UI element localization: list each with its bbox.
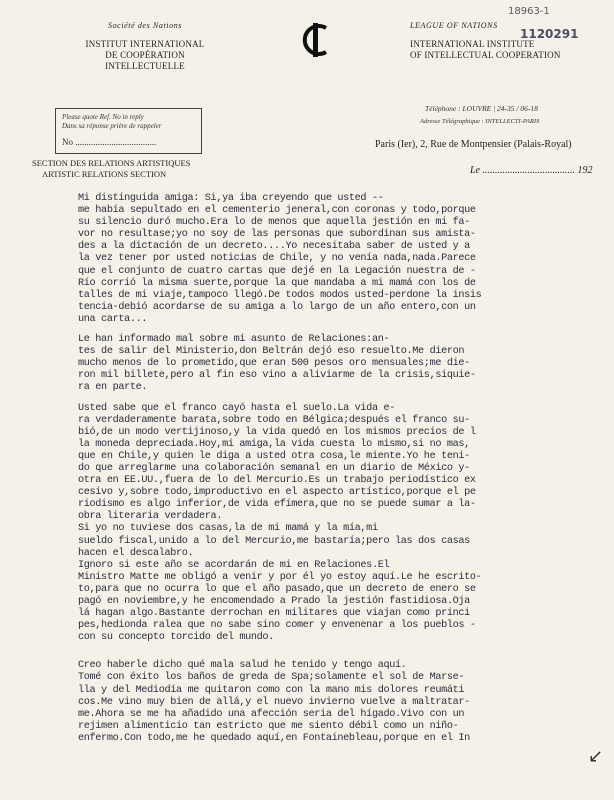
letter-line: Río corrió la misma suerte,porque la que mandaba a mi mamá con los de: [78, 277, 476, 289]
letter-line: Usted sabe que el franco cayó hasta el suelo.La vida e-: [78, 402, 395, 414]
letter-line: pagó en noviembre,y he encomendado a Prado la jestión fastidiosa.Oja: [78, 596, 470, 607]
reference-stamp: 18963-1: [508, 6, 550, 17]
header-right: [410, 20, 580, 61]
paragraph-gap: [78, 326, 578, 334]
letter-line: cesivo y,sobre todo,improductivo en el aspecto artístico,porque el pe: [78, 487, 476, 499]
letter-line: que el conjunto de cuatro cartas que dejé en la Legación nuestra de -: [78, 265, 476, 277]
section-english: ARTISTIC RELATIONS SECTION: [42, 169, 167, 179]
letter-line: me.Ahora se me ha añadido una afección seria del hígado.Vivo con un: [78, 708, 465, 720]
section-french: SECTION DES RELATIONS ARTISTIQUES: [32, 158, 191, 168]
org-name-french: Société des Nations: [107, 21, 183, 30]
header-left: [70, 20, 220, 72]
letter-line: cos.Me vino muy bien de allá,y el nuevo invierno vuelve a maltratar-: [78, 696, 470, 708]
letter-line: tencia-debió acordarse de su amiga a lo largo de un año entero,con un: [78, 301, 476, 313]
reference-box: [55, 108, 202, 154]
ici-logo: [296, 22, 336, 58]
letter-line: su silencio duró mucho.Era lo de menos que aquella jestión en mi fa-: [78, 217, 470, 229]
letter-line: tes de salir del Ministerio,don Beltrán dejó eso resuelto.Me dieron: [78, 346, 465, 358]
letter-line: riodismo es algo inferior,de vida efímera,que no se puede sumar a la-: [78, 499, 476, 511]
letter-line: mucho menos de lo prometido,que eran 500 pesos oro mensuales;me die-: [78, 358, 470, 370]
letter-line: una carta...: [78, 313, 148, 325]
margin-mark: ↙: [588, 746, 604, 766]
letter-line: Creo haberle dicho qué mala salud he tenido y tengo aquí.: [78, 660, 407, 672]
letter-line: obra literaria verdadera.: [78, 511, 223, 523]
letter-line: ra verdaderamente barata,sobre todo en Bélgica;después el franco su-: [78, 414, 470, 426]
institute-name-french-2: DE COOPÉRATION INTELLECTUELLE: [105, 50, 185, 71]
institute-name-english-1: INTERNATIONAL INSTITUTE: [410, 39, 535, 49]
ref-box-line-1: Please quote Ref. No in reply: [62, 113, 144, 121]
letter-line: ra en parte.: [78, 382, 148, 394]
letter-line: otra en EE.UU.,fuera de lo del Mercurio.Es un trabajo periodístico ex: [78, 475, 476, 487]
letter-line: vor no resultase;yo no soy de las personas que subordinan sus amista-: [78, 229, 476, 241]
letter-line: to,para que no ocurra lo que el año pasado,que un decreto de enero se: [78, 583, 476, 595]
letter-line: rejimen alimenticio tan estricto que me siento débil como un niño-: [78, 720, 459, 732]
letter-line: la moneda depreciada.Hoy,mi amiga,la vida cuesta lo mismo,si no mas,: [78, 438, 470, 450]
letter-line: ron mil billete,pero al fin eso vino a aliviarme de la crisis,siquie-: [78, 370, 476, 382]
letter-line: sueldo fiscal,unido a lo del Mercurio,me bastaría;pero las dos casas: [78, 535, 470, 547]
letter-body: [78, 193, 578, 745]
letter-line: hacen el descalabro.: [78, 547, 194, 559]
address-line: Paris (Ier), 2, Rue de Montpensier (Palais-Royal): [375, 139, 572, 150]
letter-line: me había sepultado en el cementerio jeneral,con coronas y todo,porque: [78, 205, 476, 217]
date-line: Le ..................................... 192: [470, 165, 593, 176]
letter-line: Ministro Matte me obligó a venir y por él yo estoy aquí.Le he escrito-: [78, 571, 482, 583]
telegraph-line: Adresse Télégraphique : INTELLECTI-PARIS: [420, 118, 540, 125]
letter-line: enfermo.Con todo,me he quedado aquí,en Fontainebleau,porque en el In: [78, 732, 470, 744]
letter-line: Ignoro si este año se acordarán de mi en Relaciones.El: [78, 559, 390, 571]
archive-number-stamp: 1120291: [520, 27, 579, 41]
letter-line: con su concepto torcido del mundo.: [78, 632, 274, 644]
section-heading: [32, 158, 190, 180]
letter-line: que en Chile,y quien le diga a usted otra cosa,le miente.Yo he teni-: [78, 450, 470, 462]
letter-line: des a la dictación de un decreto....Yo necesitaba saber de usted y a: [78, 241, 470, 253]
letter-line: pes,hedionda ralea que no sabe sino comer y envenenar a los pueblos -: [78, 620, 476, 632]
paragraph-gap: [78, 395, 578, 403]
ref-box-line-2: Dans sa réponse prière de rappeler: [62, 122, 162, 130]
letter-line: Le han informado mal sobre mi asunto de Relaciones:an-: [78, 334, 390, 346]
letter-line: talles de mi viaje,tampoco llegó.De todos modos usted-perdone la insis: [78, 289, 482, 301]
telephone-line: Téléphone : LOUVRE | 24-35 / 06-18: [425, 104, 538, 113]
letter-line: Tomé con éxito los baños de greda de Spa;solamente el sol de Marse-: [78, 672, 465, 684]
letter-line: bió,de un modo vertijinoso,y la vida quedó en los mismos precios de l: [78, 426, 476, 438]
ref-box-number-line: No ....................................: [62, 137, 157, 147]
paragraph-gap: [78, 644, 578, 652]
letter-line: la vez tener por usted noticias de Chile, y no venía nada,nada.Parece: [78, 253, 476, 265]
institute-name-english-2: OF INTELLECTUAL COOPERATION: [410, 50, 561, 60]
letter-line: Mi distinguida amiga: Si,ya iba creyendo que usted --: [78, 193, 384, 204]
letter-line: lla y del Mediodía me quitaron como con la mano mis dolores reumáti: [78, 684, 465, 696]
letter-line: lá hagan algo.Bastante derrochan en militares que viajan como princi: [78, 608, 470, 620]
letter-line: do que arreglarme una colaboración semanal en un diario de México y-: [78, 462, 470, 474]
letter-line: Si yo no tuviese dos casas,la de mi mamá y la mía,mi: [78, 523, 378, 535]
org-name-english: LEAGUE OF NATIONS: [410, 21, 498, 30]
institute-name-french-1: INSTITUT INTERNATIONAL: [85, 39, 205, 49]
